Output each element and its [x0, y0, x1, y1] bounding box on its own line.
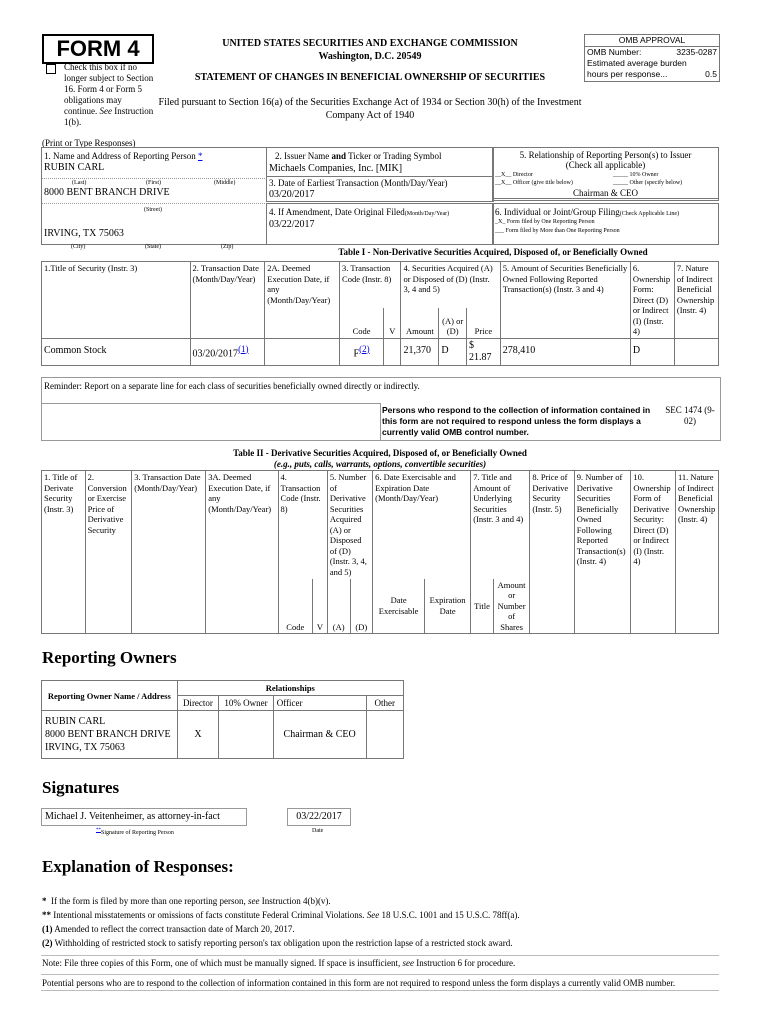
omb-title: OMB APPROVAL	[585, 35, 719, 47]
t2-sub-expiration: Expiration Date	[425, 579, 471, 634]
t1-h-form: 6. Ownership Form: Direct (D) or Indirect (I) (Instr. 4)	[630, 262, 674, 339]
city-address: IRVING, TX 75063	[44, 228, 124, 239]
note-star: * If the form is filed by more than one reporting person, see Instruction 4(b)(v).	[42, 896, 331, 906]
issuer-box	[266, 147, 494, 177]
persons-notice: Persons who respond to the collection of information contained in this form are not required to respond unless the form displays a currently valid OMB control number.	[382, 405, 651, 437]
owners-col-officer: Officer	[273, 696, 366, 711]
t1-row-nature	[674, 338, 718, 365]
t2-sub-d: (D)	[350, 579, 373, 634]
t1-row-amount: 21,370	[401, 338, 439, 365]
first-label: (First)	[146, 180, 161, 186]
table-row	[42, 338, 719, 365]
t2-h-title: 1. Title of Derivate Security (Instr. 3)	[42, 471, 86, 634]
t2-sub-exercisable: Date Exercisable	[373, 579, 425, 634]
table-derivative	[41, 470, 719, 634]
t1-h-deemed: 2A. Deemed Execution Date, if any (Month/Day/Year)	[265, 262, 340, 339]
omb-approval-box	[584, 34, 720, 82]
print-type-note: (Print or Type Responses)	[42, 138, 136, 148]
t1-h-title: 1.Title of Security (Instr. 3)	[42, 262, 191, 339]
t2-sub-amount: Amount or Number of Shares	[493, 579, 529, 634]
t2-h-conversion: 2. Conversion or Exercise Price of Derivative Security	[85, 471, 132, 634]
issuer-label: 2. Issuer Name and Ticker or Trading Symbol	[275, 151, 442, 161]
potential-persons-note: Potential persons who are to respond to the collection of information contained in this form are not required to respond unless the form displays a currently valid OMB number.	[42, 978, 676, 988]
note-copies: Note: File three copies of this Form, one of which must be manually signed. If space is insufficient, see Instruction 6 for procedure.	[42, 958, 516, 968]
zip-label: (Zip)	[221, 244, 234, 250]
t1-sub-code: Code	[340, 308, 384, 338]
omb-hours: 0.5	[705, 69, 717, 79]
explanation-notes	[42, 894, 722, 950]
signatures-heading: Signatures	[42, 778, 120, 797]
sec-number: SEC 1474 (9-02)	[665, 405, 715, 426]
reporting-person-label: 1. Name and Address of Reporting Person *	[44, 151, 203, 161]
reporting-owners-table	[41, 680, 404, 759]
t2-h-nature: 11. Nature of Indirect Beneficial Ownership (Instr. 4)	[675, 471, 718, 634]
t2-h-price: 8. Price of Derivative Security (Instr. 5)	[530, 471, 574, 634]
t1-h-nature: 7. Nature of Indirect Beneficial Ownership (Instr. 4)	[674, 262, 718, 339]
street-label: (Street)	[144, 207, 162, 213]
relationship-label: 5. Relationship of Reporting Person(s) to Issuer	[519, 150, 692, 160]
t2-h-exercisable: 6. Date Exercisable and Expiration Date (Month/Day/Year)	[373, 471, 471, 579]
footnote-1: (1) Amended to reflect the correct transaction date of March 20, 2017.	[42, 924, 295, 934]
reporting-person-name: RUBIN CARL	[44, 162, 105, 173]
amendment-date: 03/22/2017	[269, 219, 315, 230]
state-label: (State)	[145, 244, 161, 250]
owners-col-10pct: 10% Owner	[219, 696, 273, 711]
last-label: (Last)	[72, 180, 87, 186]
t2-sub-code: Code	[278, 579, 312, 634]
reporting-person-box	[41, 147, 267, 245]
omb-burden-label: Estimated average burden	[587, 58, 687, 68]
relationship-box	[492, 147, 719, 201]
table-row	[42, 711, 404, 759]
amendment-label: 4. If Amendment, Date Original Filed(Month/Day/Year)	[269, 207, 450, 217]
amendment-box	[266, 203, 494, 245]
footnote-star-link[interactable]: *	[197, 151, 203, 161]
form-header	[40, 34, 720, 134]
signature-block	[41, 808, 361, 842]
t2-h-form: 10. Ownership Form of Derivative Security: Direct (D) or Indirect (I) (Instr. 4)	[631, 471, 676, 634]
owners-10pct-value	[219, 711, 273, 759]
city-labels-row	[41, 244, 719, 260]
t2-sub-title: Title	[471, 579, 494, 634]
t1-row-aord: D	[439, 338, 467, 365]
no-longer-subject-checkbox[interactable]	[46, 64, 56, 74]
earliest-date-label: 3. Date of Earliest Transaction (Month/Day/Year)	[269, 178, 448, 188]
owners-col-relationships: Relationships	[177, 681, 403, 696]
t1-sub-amount: Amount	[401, 308, 439, 338]
rel-other: _____ Other (specify below)	[613, 180, 683, 186]
explanation-heading: Explanation of Responses:	[42, 857, 234, 876]
t1-h-securities: 4. Securities Acquired (A) or Disposed of (D) (Instr. 3, 4 and 5)	[401, 262, 500, 309]
reminder-box	[41, 377, 721, 441]
rel-officer: __X__ Officer (give title below)	[495, 180, 573, 186]
footnote-1-link[interactable]: (1)	[238, 343, 249, 354]
t1-h-owned: 5. Amount of Securities Beneficially Owned Following Reported Transaction(s) (Instr. 3 and 4)	[500, 262, 630, 339]
reporting-block	[41, 147, 719, 245]
t1-row-title: Common Stock	[42, 338, 191, 365]
agency-title: UNITED STATES SECURITIES AND EXCHANGE COMMISSION	[222, 38, 518, 49]
individual-one: _X_ Form filed by One Reporting Person	[495, 219, 595, 225]
rel-director: __X__ Director	[495, 172, 533, 178]
t1-row-v	[384, 338, 401, 365]
filed-pursuant: Filed pursuant to Section 16(a) of the Securities Exchange Act of 1934 or Section 30(h) of the Investment Company Act of 1940	[158, 97, 582, 121]
reporting-owners-heading: Reporting Owners	[42, 648, 177, 667]
table2-subtitle: (e.g., puts, calls, warrants, options, convertible securities)	[273, 459, 487, 469]
footnote-double-star-link[interactable]: **	[96, 828, 101, 833]
owners-other-value	[366, 711, 403, 759]
relationship-check: (Check all applicable)	[565, 160, 646, 170]
t1-row-owned: 278,410	[500, 338, 630, 365]
reminder-text: Reminder: Report on a separate line for each class of securities beneficially owned directly or indirectly.	[44, 381, 420, 391]
t2-sub-v: V	[313, 579, 328, 634]
footnote-2-link[interactable]: (2)	[359, 343, 370, 354]
signer-name: Michael J. Veitenheimer, as attorney-in-fact	[41, 808, 247, 826]
date-label: Date	[312, 828, 324, 834]
t1-row-code: $F^{(2)}$	[340, 338, 384, 365]
checkbox-label: Check this box if no longer subject to Section 16. Form 4 or Form 5 obligations may continue. See Instruction 1(b).	[64, 62, 154, 127]
t1-row-deemed	[265, 338, 340, 365]
t2-h-deemed: 3A. Deemed Execution Date, if any (Month/Day/Year)	[206, 471, 278, 634]
omb-hours-label: hours per response...	[587, 69, 668, 79]
statement-title: STATEMENT OF CHANGES IN BENEFICIAL OWNERSHIP OF SECURITIES	[194, 72, 546, 83]
t2-h-date: 3. Transaction Date (Month/Day/Year)	[132, 471, 206, 634]
owners-col-name: Reporting Owner Name / Address	[42, 681, 178, 711]
t1-row-date: 03/20/2017$^{(1)}$	[190, 338, 265, 365]
table1-title: Table I - Non-Derivative Securities Acquired, Disposed of, or Beneficially Owned	[338, 247, 648, 257]
note-double-star: ** Intentional misstatements or omissions of facts constitute Federal Criminal Violations. See 18 U.S.C. 1001 and 15 U.S.C. 78ff(a).	[42, 910, 520, 920]
issuer-name: Michaels Companies, Inc. [MIK]	[269, 163, 403, 174]
t1-h-date: 2. Transaction Date (Month/Day/Year)	[190, 262, 265, 339]
t2-h-underlying: 7. Title and Amount of Underlying Securities (Instr. 3 and 4)	[471, 471, 530, 579]
street-address: 8000 BENT BRANCH DRIVE	[44, 187, 170, 198]
omb-number-label: OMB Number:	[587, 47, 642, 57]
table-non-derivative	[41, 261, 719, 366]
t1-sub-aord: (A) or (D)	[439, 308, 467, 338]
t2-h-number: 5. Number of Derivative Securities Acquired (A) or Disposed of (D) (Instr. 3, 4, and 5)	[327, 471, 372, 579]
t2-sub-a: (A)	[327, 579, 350, 634]
earliest-date-box	[266, 175, 494, 202]
owners-director-value: X	[177, 711, 219, 759]
t1-sub-price: Price	[467, 308, 501, 338]
individual-filing-box	[492, 203, 719, 245]
middle-label: (Middle)	[214, 180, 236, 186]
individual-label: 6. Individual or Joint/Group Filing(Check Applicable Line)	[495, 207, 680, 217]
form-title: FORM 4	[42, 34, 154, 64]
earliest-date: 03/20/2017	[269, 189, 315, 200]
footnote-2: (2) Withholding of restricted stock to satisfy reporting person's tax obligation upon the restriction lapse of a restricted stock award.	[42, 938, 513, 948]
owners-col-director: Director	[177, 696, 219, 711]
omb-number: 3235-0287	[676, 47, 717, 57]
rel-title: Chairman & CEO	[493, 188, 718, 199]
signature-date: 03/22/2017	[287, 808, 351, 826]
t2-h-code: 4. Transaction Code (Instr. 8)	[278, 471, 327, 579]
signature-label: **Signature of Reporting Person	[96, 828, 174, 836]
t2-h-owned: 9. Number of Derivative Securities Beneficially Owned Following Reported Transaction(s) (Instr. 4)	[574, 471, 631, 634]
t1-sub-v: V	[384, 308, 401, 338]
individual-more: ___ Form filed by More than One Reporting Person	[495, 228, 620, 234]
owners-officer-value: Chairman & CEO	[273, 711, 366, 759]
t1-row-price: $ 21.87	[467, 338, 501, 365]
owners-col-other: Other	[366, 696, 403, 711]
owners-name-address: RUBIN CARL 8000 BENT BRANCH DRIVE IRVING, TX 75063	[42, 711, 178, 759]
t1-h-code: 3. Transaction Code (Instr. 8)	[340, 262, 401, 309]
t1-row-form: D	[630, 338, 674, 365]
table2-title: Table II - Derivative Securities Acquired, Disposed of, or Beneficially Owned	[233, 448, 527, 458]
city-label: (City)	[71, 244, 86, 250]
agency-location: Washington, D.C. 20549	[318, 51, 422, 62]
rel-10pct: _____ 10% Owner	[613, 172, 659, 178]
